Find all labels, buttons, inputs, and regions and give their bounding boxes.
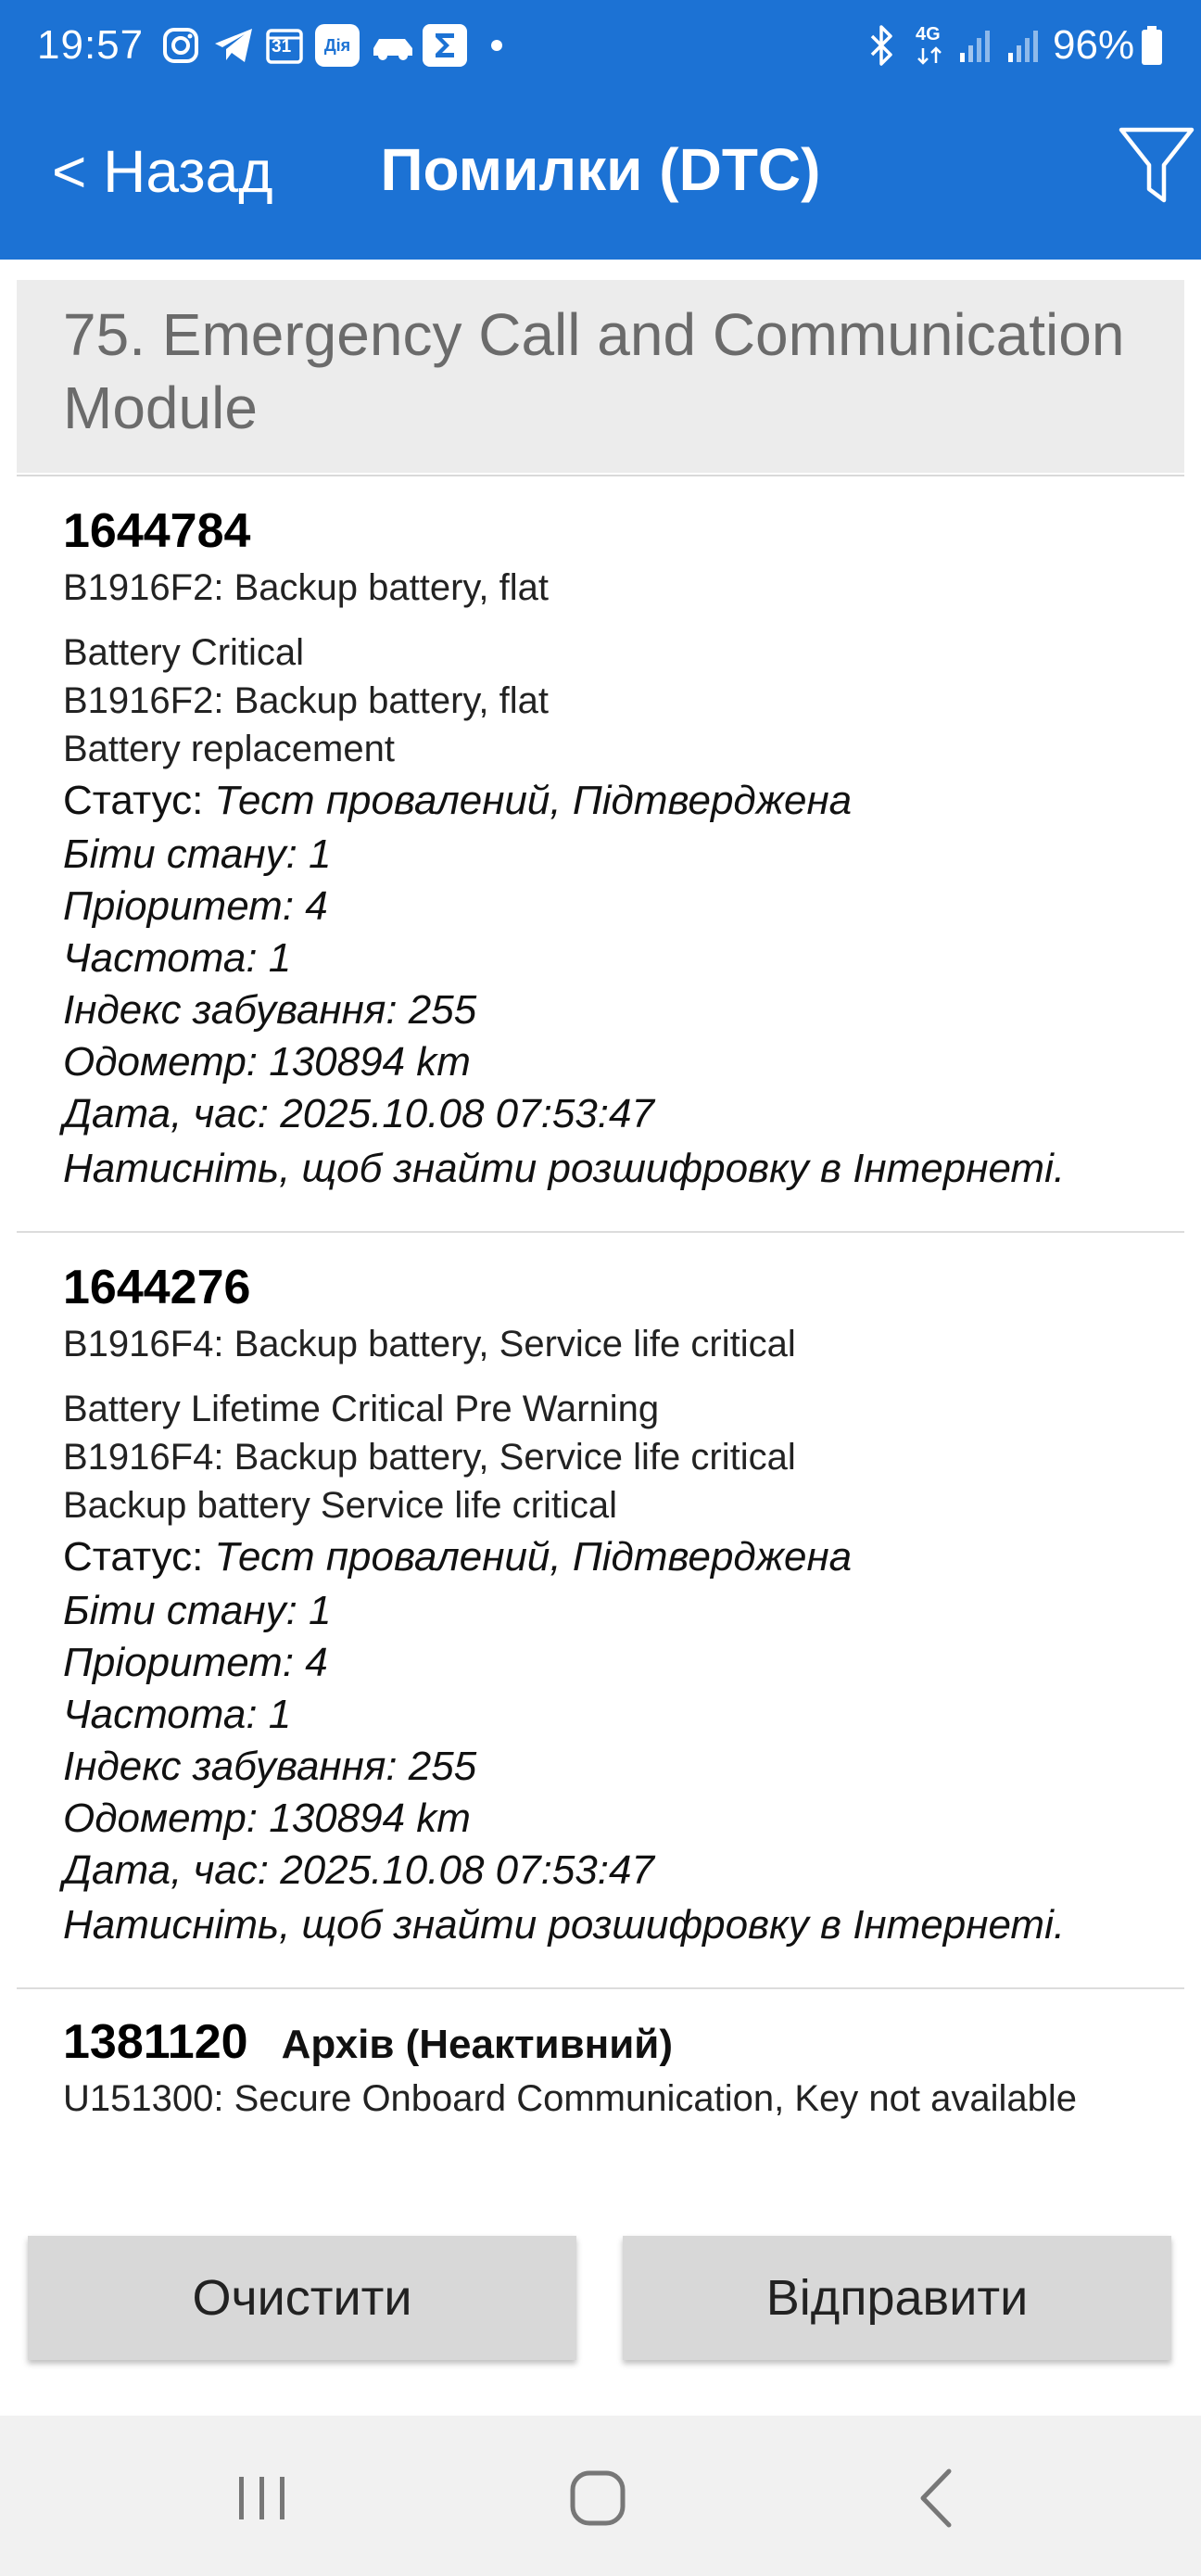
car-icon [369, 24, 417, 67]
app-header [0, 0, 1201, 260]
dtc-forget-index: Індекс забування: 255 [63, 1744, 477, 1789]
status-bar [0, 0, 1201, 93]
list-item[interactable] [0, 1989, 1201, 2156]
navigation-bar [0, 2416, 1201, 2576]
module-title: 75. Emergency Call and Communication Module [63, 301, 1125, 441]
list-item[interactable] [0, 476, 1201, 1231]
dtc-odometer: Одометр: 130894 km [63, 1796, 471, 1841]
back-icon[interactable] [895, 2462, 979, 2536]
dtc-status-bits: Біти стану: 1 [63, 1588, 332, 1633]
battery-icon [1138, 24, 1166, 67]
dtc-detail: Battery Critical [63, 632, 305, 673]
dtc-datetime: Дата, час: 2025.10.08 07:53:47 [63, 1091, 654, 1136]
dtc-detail: B1916F4: Backup battery, Service life critical [63, 1437, 796, 1478]
dot-icon [487, 24, 506, 67]
status-label: Статус: [63, 1534, 215, 1580]
signal-icon [954, 24, 995, 67]
dtc-description: U151300: Secure Onboard Communication, Key not available [63, 2078, 1077, 2119]
archive-badge: Архів (Неактивний) [281, 2022, 673, 2067]
dtc-priority: Пріоритет: 4 [63, 883, 328, 929]
status-time: 19:57 [37, 22, 145, 68]
dtc-detail: Battery Lifetime Critical Pre Warning [63, 1389, 660, 1429]
dtc-status [63, 773, 1201, 829]
status-value: Тест провалений, Підтверджена [214, 1534, 853, 1580]
send-button[interactable]: Відправити [623, 2236, 1171, 2360]
dtc-description: B1916F2: Backup battery, flat [63, 567, 550, 608]
dtc-detail: Battery replacement [63, 729, 395, 769]
sigma-icon [423, 24, 467, 67]
dtc-detail: Backup battery Service life critical [63, 1485, 618, 1526]
telegram-icon [211, 24, 256, 67]
network-type [912, 24, 949, 67]
home-icon[interactable] [556, 2462, 639, 2536]
clear-button[interactable]: Очистити [28, 2236, 576, 2360]
list-item[interactable] [0, 1233, 1201, 1987]
dtc-list[interactable] [0, 476, 1201, 2178]
dtc-status-bits: Біти стану: 1 [63, 831, 332, 877]
dtc-datetime: Дата, час: 2025.10.08 07:53:47 [63, 1847, 654, 1893]
dtc-search-link[interactable]: Натисніть, щоб знайти розшифровку в Інтернеті. [63, 1902, 1066, 1948]
dtc-forget-index: Індекс забування: 255 [63, 987, 477, 1033]
back-button[interactable]: < Назад [52, 138, 273, 205]
calendar-day: 31 [272, 37, 292, 57]
dtc-status [63, 1529, 1201, 1585]
dtc-detail: B1916F2: Backup battery, flat [63, 680, 550, 721]
dtc-code: 1644276 [63, 1261, 251, 1314]
status-label: Статус: [63, 778, 215, 823]
battery-percent: 96% [1053, 22, 1135, 68]
diia-label: Дія [323, 35, 351, 55]
dtc-code: 1644784 [63, 504, 251, 558]
diia-icon [315, 24, 360, 67]
dtc-frequency: Частота: 1 [63, 935, 292, 981]
bluetooth-icon [862, 24, 901, 67]
page-title: Помилки (DTC) [380, 136, 821, 203]
dtc-odometer: Одометр: 130894 km [63, 1039, 471, 1085]
calendar-icon [263, 24, 306, 67]
dtc-search-link[interactable]: Натисніть, щоб знайти розшифровку в Інтернеті. [63, 1146, 1066, 1191]
dtc-priority: Пріоритет: 4 [63, 1640, 328, 1685]
recent-apps-icon[interactable] [221, 2462, 304, 2536]
signal-icon [1003, 24, 1043, 67]
status-value: Тест провалений, Підтверджена [214, 778, 853, 823]
dtc-description: B1916F4: Backup battery, Service life critical [63, 1324, 796, 1364]
network-label: 4G [916, 24, 941, 44]
instagram-icon [159, 24, 202, 67]
module-header [17, 280, 1184, 473]
dtc-frequency: Частота: 1 [63, 1692, 292, 1737]
dtc-code: 1381120 [63, 2015, 248, 2069]
filter-icon[interactable] [1118, 124, 1195, 208]
